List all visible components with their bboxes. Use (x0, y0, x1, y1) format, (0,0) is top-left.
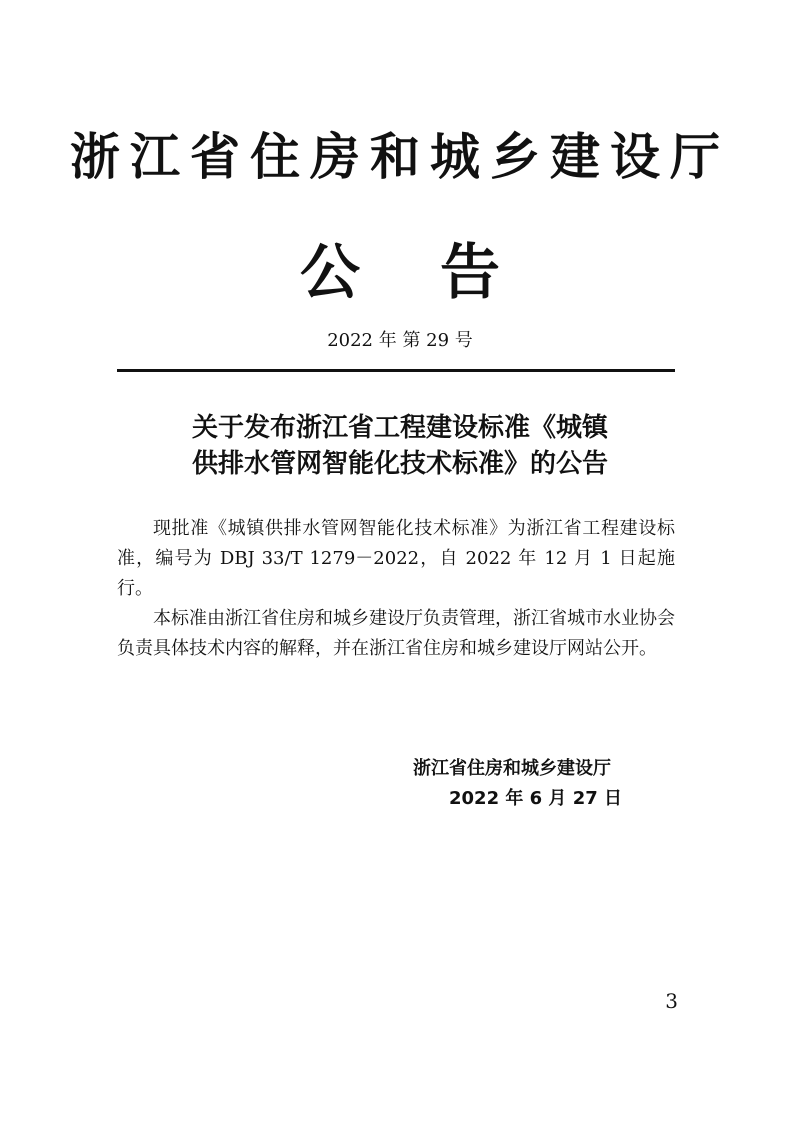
body-paragraph-1: 现批准《城镇供排水管网智能化技术标准》为浙江省工程建设标准，编号为 DBJ 33/T 1279－2022，自 2022 年 12 月 1 日起施行。 (117, 518, 675, 599)
subject-heading (0, 410, 800, 482)
document-number: 2022 年 第 29 号 (327, 330, 473, 351)
body-paragraph-2: 本标准由浙江省住房和城乡建设厅负责管理，浙江省城市水业协会负责具体技术内容的解释，并在浙江省住房和城乡建设厅网站公开。 (117, 608, 675, 659)
signature-block (413, 754, 653, 814)
signature-date: 2022 年 6 月 27 日 (449, 788, 623, 809)
notice-body (117, 514, 675, 664)
issuing-organization-title: 浙江省住房和城乡建设厅 (70, 127, 730, 186)
subject-line-2: 供排水管网智能化技术标准》的公告 (191, 449, 608, 479)
subject-line-1: 关于发布浙江省工程建设标准《城镇 (191, 413, 608, 443)
notice-title (0, 238, 800, 308)
notice-title-char-2: 告 (440, 238, 500, 308)
signature-organization: 浙江省住房和城乡建设厅 (413, 758, 611, 779)
header-divider (117, 369, 675, 372)
page-number: 3 (665, 989, 678, 1013)
notice-title-char-1: 公 (300, 238, 360, 308)
